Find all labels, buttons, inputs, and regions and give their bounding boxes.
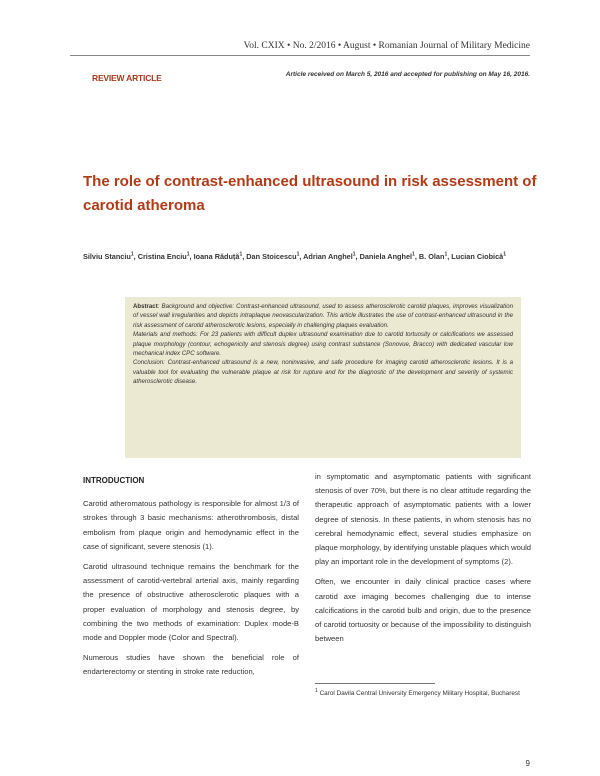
section-heading: INTRODUCTION xyxy=(83,476,145,485)
section-label: REVIEW ARTICLE xyxy=(92,73,162,83)
paragraph: Often, we encounter in daily clinical practice cases where carotid axe imaging becomes challenging due to intense calcifications in the carotid bulb and origin, due to the presence of carotid tortuosity or because of the impossibility to distinguish between xyxy=(315,577,531,644)
author: Daniela Anghel$^1$, xyxy=(359,252,419,262)
paragraph: in symptomatic and asymptomatic patients with significant stenosis of over 70%, but there is no clear attitude regarding the therapeutic approach of asymptomatic patients with a lower degree of stenosis. In these patients, in whom stenosis has no cerebral hemodynamic effect, several studies emphasize on plaque morphology, by identifying unstable plaques which would play an important role in the development of symptoms (2). xyxy=(315,472,531,567)
header-rule xyxy=(70,55,530,56)
author: Ioana Răduță$^1$, xyxy=(193,252,247,262)
abstract-background: Abstract: Background and objective: Contrast-enhanced ultrasound, used to assess atherosclerotic carotid plaques, improves visualization of vessel wall irregularities and depicts intraplaque neovascularization. This article illustrates the use of contrast-enhanced ultrasound in the risk assessment of carotid atherosclerotic lesions, especially in challenging plaques evaluation. xyxy=(133,303,513,329)
author: Cristina Enciu$^1$, xyxy=(137,252,194,262)
received-note: Article received on March 5, 2016 and accepted for publishing on May 16, 2016. xyxy=(285,71,530,78)
paragraph: Carotid atheromatous pathology is responsible for almost 1/3 of strokes through 3 basic mechanisms: atherothrombosis, distal embolism from plaque origin and hemodynamic effect in the case of significant, severe stenosis (1). xyxy=(83,499,299,551)
article-title: The role of contrast-enhanced ultrasound in risk assessment of carotid atheroma xyxy=(83,173,537,214)
author: Silviu Stanciu$^1$, xyxy=(83,252,138,262)
journal-header: Vol. CXIX • No. 2/2016 • August • Romanian Journal of Military Medicine xyxy=(243,41,530,51)
abstract-label: Abstract xyxy=(133,303,158,310)
page-number: 9 xyxy=(525,759,530,768)
abstract-conclusion: Conclusion: Contrast-enhanced ultrasound is a new, noninvasive, and safe procedure for imaging carotid atherosclerotic lesions. It is a valuable tool for evaluating the vulnerable plaque at risk for rupture and for the diagnostic of the development and severity of systemic atherosclerotic disease. xyxy=(133,359,513,386)
author: Adrian Anghel$^1$, xyxy=(303,252,360,262)
paragraph: Carotid ultrasound technique remains the benchmark for the assessment of carotid-vertebral arterial axis, mainly regarding the presence of obstructive atherosclerotic plaques with a proper evaluation of morphology and stenosis degree, by combining the two methods of examination: Duplex mode-B mode and Doppler mode (Color and Spectral). xyxy=(83,562,299,643)
abstract-box xyxy=(125,297,521,458)
author: Dan Stoicescu$^1$, xyxy=(246,252,304,262)
author: Lucian Ciobică$^1$ xyxy=(451,252,506,262)
body-column-left xyxy=(83,474,299,686)
footnote-rule xyxy=(315,683,435,684)
author-list xyxy=(83,247,538,265)
footnote: $^1$ Carol Davila Central University Emergency Military Hospital, Bucharest xyxy=(315,688,520,698)
body-column-right xyxy=(315,470,531,652)
paragraph: Numerous studies have shown the beneficial role of endarterectomy or stenting in stroke rate reduction, xyxy=(83,653,299,677)
author: B. Olan$^1$, xyxy=(418,252,452,262)
abstract-methods: Materials and methods: For 23 patients with difficult duplex ultrasound examination due to carotid tortuosity or calcifications we assessed plaque morphology (contour, echogenicity and stenosis degree) using contrast substance (Sonovue, Bracco) with dedicated vascular low mechanical index CPC software. xyxy=(133,331,513,358)
